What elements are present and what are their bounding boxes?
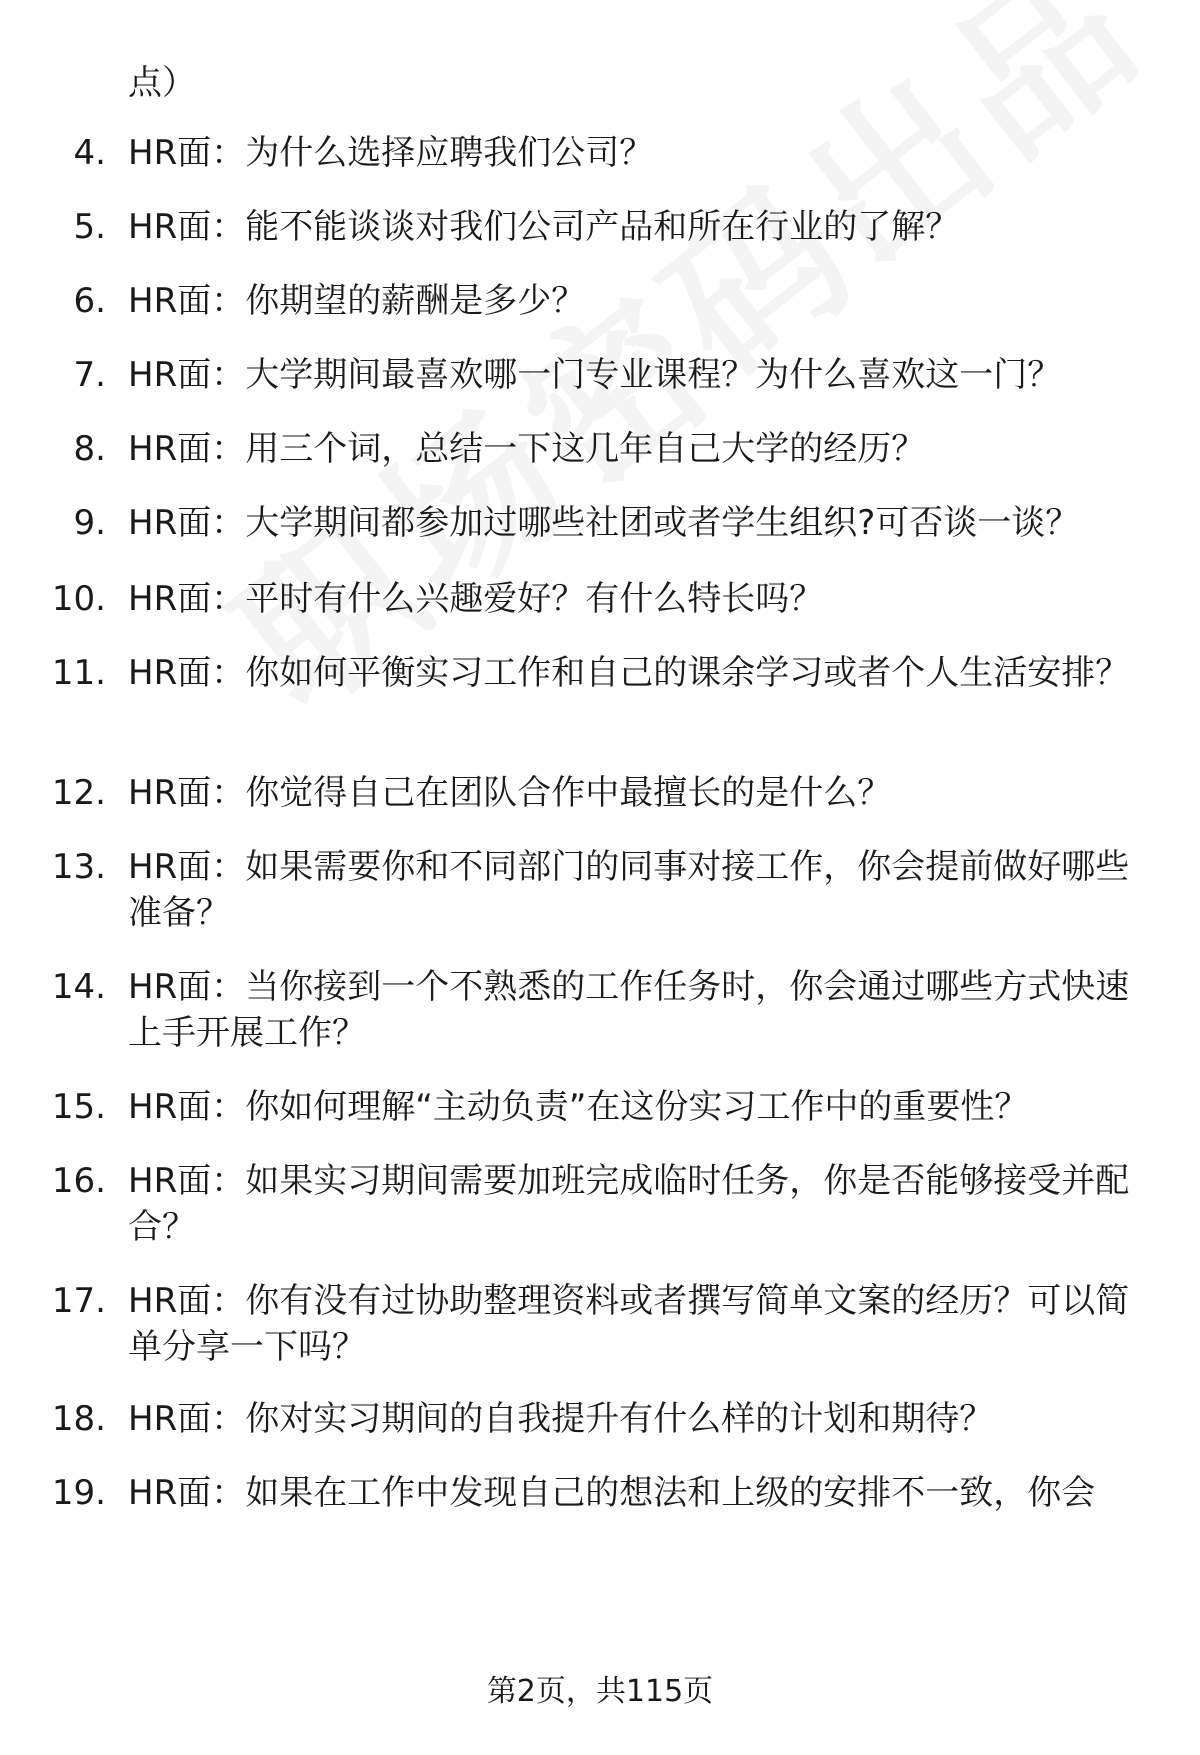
list-item-number: 14.	[51, 967, 106, 1007]
list-item-text: HR面：大学期间都参加过哪些社团或者学生组织?可否谈一谈？	[128, 503, 1080, 543]
list-item-number: 18.	[51, 1399, 106, 1439]
page-footer: 第2页，共115页	[486, 1674, 714, 1709]
list-item-text: HR面：当你接到一个不熟悉的工作任务时，你会通过哪些方式快速上手开展工作？	[128, 967, 1130, 1053]
list-item-text: HR面：你如何平衡实习工作和自己的课余学习或者个人生活安排？	[128, 653, 1130, 693]
list-item-number: 16.	[51, 1161, 106, 1201]
list-item-number: 7.	[73, 355, 106, 395]
list-item-text: HR面：为什么选择应聘我们公司？	[128, 133, 654, 173]
list-item-text: HR面：你对实习期间的自我提升有什么样的计划和期待？	[128, 1399, 994, 1439]
list-item-number: 13.	[51, 847, 106, 887]
list-item-text: HR面：如果需要你和不同部门的同事对接工作，你会提前做好哪些准备？	[128, 847, 1130, 933]
list-item-text: HR面：你有没有过协助整理资料或者撰写简单文案的经历？可以简单分享一下吗？	[128, 1281, 1130, 1367]
list-item-number: 17.	[51, 1281, 106, 1321]
list-item-number: 10.	[51, 579, 106, 619]
list-item-number: 4.	[73, 133, 106, 173]
continuation-text: 点）	[128, 63, 196, 103]
list-item-text: HR面：用三个词，总结一下这几年自己大学的经历？	[128, 429, 926, 469]
list-item-text: HR面：你期望的薪酬是多少？	[128, 281, 586, 321]
list-item-number: 9.	[73, 503, 106, 543]
list-item-text: HR面：如果在工作中发现自己的想法和上级的安排不一致，你会	[128, 1473, 1096, 1513]
list-item-number: 11.	[51, 653, 106, 693]
list-item-text: HR面：你如何理解“主动负责”在这份实习工作中的重要性？	[128, 1087, 1029, 1127]
list-item-number: 12.	[51, 773, 106, 813]
list-item-text: HR面：如果实习期间需要加班完成临时任务，你是否能够接受并配合？	[128, 1161, 1130, 1247]
list-item-number: 5.	[73, 207, 106, 247]
list-item-number: 8.	[73, 429, 106, 469]
list-item-text: HR面：能不能谈谈对我们公司产品和所在行业的了解？	[128, 207, 960, 247]
list-item-number: 19.	[51, 1473, 106, 1513]
list-item-text: HR面：大学期间最喜欢哪一门专业课程？为什么喜欢这一门？	[128, 355, 1062, 395]
list-item-number: 6.	[73, 281, 106, 321]
list-item-text: HR面：平时有什么兴趣爱好？有什么特长吗？	[128, 579, 824, 619]
list-item-number: 15.	[51, 1087, 106, 1127]
list-item-text: HR面：你觉得自己在团队合作中最擅长的是什么？	[128, 773, 892, 813]
